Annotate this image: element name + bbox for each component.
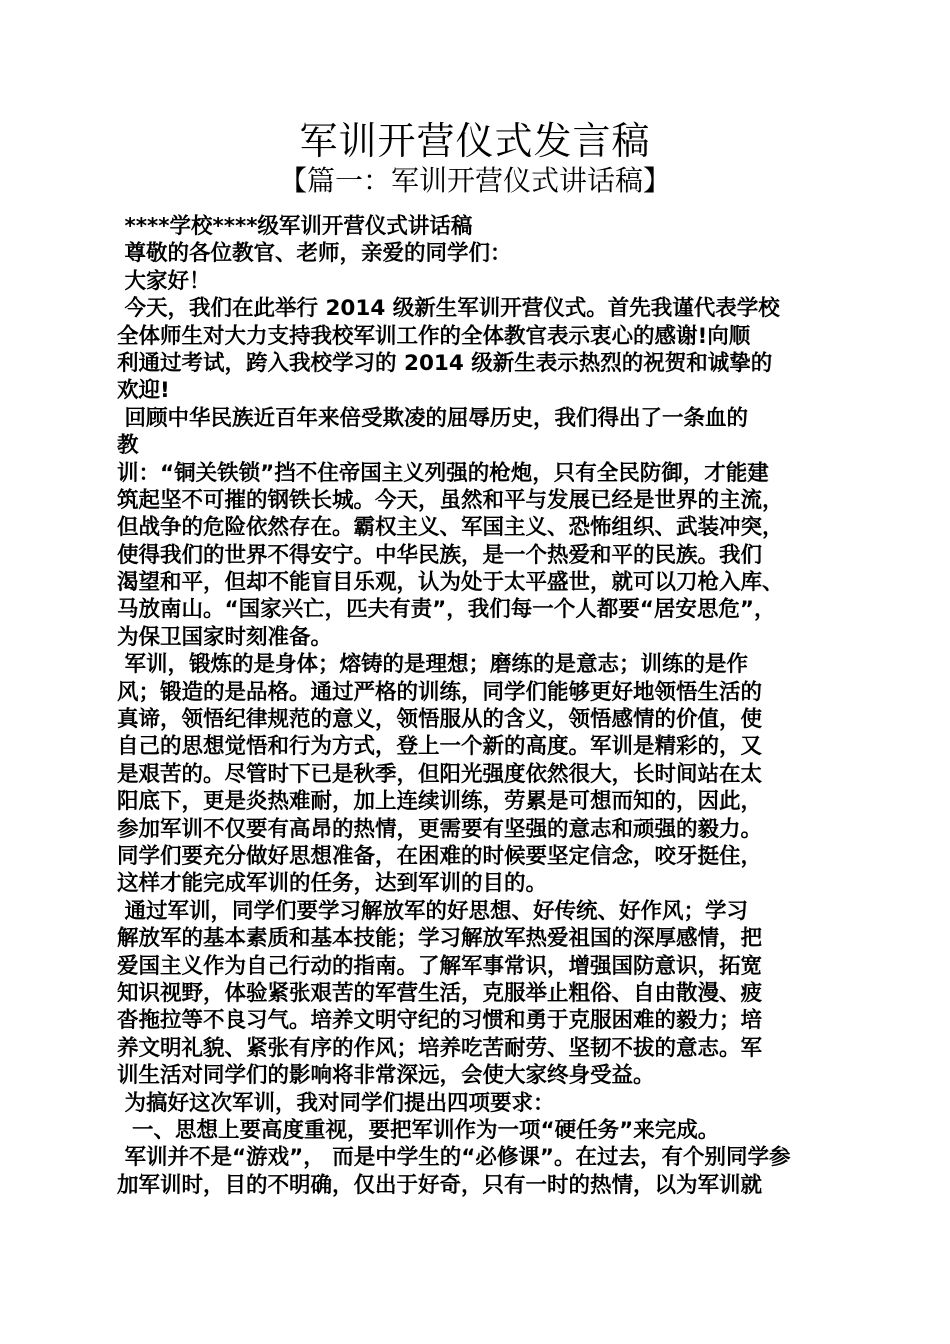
body-text-line: 自己的思想觉悟和行为方式，登上一个新的高度。军训是精彩的，又: [117, 734, 763, 760]
body-text-line: 养文明礼貌、紧张有序的作风；培养吃苦耐劳、坚韧不拔的意志。军: [117, 1035, 763, 1061]
body-text-line: 是艰苦的。尽管时下已是秋季，但阳光强度依然很大，长时间站在太: [117, 761, 763, 787]
body-text-line: 回顾中华民族近百年来倍受欺凌的屈辱历史，我们得出了一条血的: [117, 405, 748, 431]
body-text-line: 教: [117, 433, 139, 459]
body-text-line: 军训并不是“游戏”， 而是中学生的“必修课”。在过去，有个别同学参: [117, 1145, 791, 1171]
body-text-line: 尊敬的各位教官、老师，亲爱的同学们：: [117, 241, 512, 267]
body-text-line: 欢迎!: [117, 378, 170, 404]
body-text-line: 利通过考试，跨入我校学习的 2014 级新生表示热烈的祝贺和诚挚的: [117, 350, 773, 376]
body-text-line: 为搞好这次军训，我对同学们提出四项要求：: [117, 1090, 555, 1116]
document-body: [117, 213, 837, 1199]
body-text-line: 加军训时，目的不明确，仅出于好奇，只有一时的热情，以为军训就: [117, 1172, 763, 1198]
body-text-line: 但战争的危险依然存在。霸权主义、军国主义、恐怖组织、武装冲突，: [117, 515, 784, 541]
body-text-line: 马放南山。“国家兴亡，匹夫有责”，我们每一个人都要“居安思危”，: [117, 597, 776, 623]
body-text-line: 今天，我们在此举行 2014 级新生军训开营仪式。首先我谨代表学校: [117, 296, 780, 322]
body-text-line: 解放军的基本素质和基本技能；学习解放军热爱祖国的深厚感情，把: [117, 926, 763, 952]
body-text-line: 沓拖拉等不良习气。培养文明守纪的习惯和勇于克服困难的毅力；培: [117, 1008, 763, 1034]
body-text-line: 大家好！: [117, 268, 211, 294]
body-text-line: 筑起坚不可摧的钢铁长城。今天，虽然和平与发展已经是世界的主流，: [117, 487, 784, 513]
body-text-line: 为保卫国家时刻准备。: [117, 624, 333, 650]
body-text-line: 渴望和平，但却不能盲目乐观，认为处于太平盛世，就可以刀枪入库、: [117, 570, 784, 596]
body-text-line: 同学们要充分做好思想准备，在困难的时候要坚定信念，咬牙挺住，: [117, 843, 763, 869]
body-text-line: 训：“铜关铁锁”挡不住帝国主义列强的枪炮，只有全民防御，才能建: [117, 460, 769, 486]
body-text-line: 使得我们的世界不得安宁。中华民族，是一个热爱和平的民族。我们: [117, 542, 763, 568]
body-text-line: 通过军训，同学们要学习解放军的好思想、好传统、好作风；学习: [117, 898, 748, 924]
body-text-line: 训生活对同学们的影响将非常深远，会使大家终身受益。: [117, 1063, 655, 1089]
body-text-line: 知识视野，体验紧张艰苦的军营生活，克服举止粗俗、自由散漫、疲: [117, 980, 763, 1006]
body-text-line: 参加军训不仅要有高昂的热情，更需要有坚强的意志和顽强的毅力。: [117, 816, 763, 842]
body-text-line: 军训，锻炼的是身体；熔铸的是理想；磨练的是意志；训练的是作: [117, 652, 748, 678]
body-text-line: ****学校****级军训开营仪式讲话稿: [117, 214, 473, 239]
body-text-line: 一、思想上要高度重视，要把军训作为一项“硬任务”来完成。: [117, 1117, 720, 1143]
body-text-line: 真谛，领悟纪律规范的意义，领悟服从的含义，领悟感情的价值，使: [117, 707, 763, 733]
document-title: 军训开营仪式发言稿: [299, 119, 651, 163]
body-text-line: 爱国主义作为自己行动的指南。了解军事常识，增强国防意识，拓宽: [117, 953, 763, 979]
body-text-line: 这样才能完成军训的任务，达到军训的目的。: [117, 871, 548, 897]
body-text-line: 风；锻造的是品格。通过严格的训练，同学们能够更好地领悟生活的: [117, 679, 763, 705]
document-subtitle: 【篇一：军训开营仪式讲话稿】: [278, 164, 671, 197]
body-text-line: 全体师生对大力支持我校军训工作的全体教官表示衷心的感谢!向顺: [117, 323, 751, 349]
body-text-line: 阳底下，更是炎热难耐，加上连续训练，劳累是可想而知的，因此，: [117, 789, 763, 815]
